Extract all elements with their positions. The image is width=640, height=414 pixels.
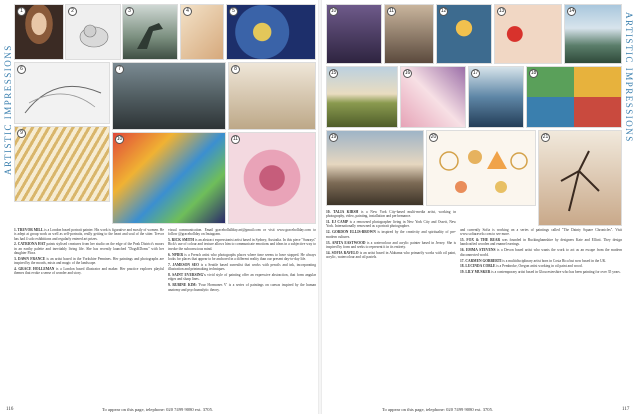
right-page — [322, 0, 638, 414]
image-number: 13 — [498, 8, 505, 14]
entry-body: is a Devon based artist who wants the work to act as an escape from the modern disconnected world. — [460, 248, 622, 257]
entry-body: paints stylised creatures from her studio on the edge of the Peak District's moors in an earthy palette and inevitably living life. She has recently launched "DogsKDoms" with her daughter Flora. — [14, 242, 164, 256]
entry-body: is a renowned photographer living in New York City and Ossett, New York. Internationally renowned as a portrait photographer. — [326, 220, 456, 229]
artwork-earrings — [426, 130, 536, 206]
artwork-vineyard-landscape — [326, 66, 398, 128]
entry-head: 4. GRACE HOLLEMAN — [14, 267, 55, 272]
entry-body: visual communication. Email gracehollallday.art@gmail.com or visit www.gracehollday.com to follow @gracehollday on Instagram. — [168, 228, 316, 237]
image-number: 14 — [568, 8, 575, 14]
artwork-dog-illustration — [65, 4, 121, 60]
page-number-right: 117 — [622, 407, 630, 412]
artwork-dancing-figures — [538, 130, 622, 226]
image-number: 11 — [388, 8, 395, 14]
image-number: 16 — [404, 70, 411, 76]
entry-body: is a New York City-based multi-media artist, working in photography, video, painting, installation and performance. — [326, 210, 456, 219]
section-title-left: ARTISTIC IMPRESSIONS — [3, 44, 13, 175]
entry-body: 'Four Hormones V' is a series of paintings on canvas inspired by the human anatomy and psychoanalytic theory. — [168, 283, 316, 292]
image-number: 3 — [125, 7, 134, 16]
hands-drawing — [15, 63, 110, 124]
entry-head: 5. RICK SMITH — [168, 238, 194, 243]
left-page — [2, 0, 318, 414]
image-number: 1 — [17, 7, 26, 16]
artwork-surreal-figure — [228, 62, 316, 130]
entry-body: is a multidisciplinary artist born in Costa Rica but now based in the UK. — [502, 258, 607, 263]
entry-body: and currently Sofia is working on a series of paintings called "The Dainty Square Chronicles". Visit www.sofiaravelo.com to see more. — [460, 228, 622, 237]
entry-head: 15. FOX & THE BEAR — [460, 238, 501, 243]
image-number: 18 — [530, 70, 537, 76]
footer-right: To appear on this page, telephone: 020 7499 9080 ext. 3705. — [382, 407, 494, 412]
entry-body: is a Pembroke, Oregon artist working in oil paint and wood. — [496, 264, 583, 269]
entry-body: is an artist based in Alabama who primarily works with oil paint, acrylic, watercolour and oil pastels. — [326, 250, 456, 260]
entry-head: 6. NPIER — [168, 252, 184, 257]
artwork-illustrated-faces — [180, 4, 224, 60]
text-column-3 — [326, 210, 456, 404]
entry-head: 17. CARMEN GOBBERTI — [460, 258, 502, 263]
image-number: 17 — [472, 70, 479, 76]
artwork-sea-painting — [468, 66, 524, 128]
artwork-portrait-photo — [384, 4, 434, 64]
text-column-2 — [168, 228, 316, 404]
entry-body: is a London based portrait painter. His work is figurative and mostly of women. He is adept at group work as well as self-portraits, really getting to the heart and soul of the sitter. Trevor has had 4 solo exhibitions and regularly entered art prizes. — [14, 228, 164, 241]
text-column-4 — [460, 228, 622, 404]
footer-left: To appear on this page, telephone: 020 7499 9080 ext. 3705. — [102, 407, 214, 412]
image-number: 9 — [17, 129, 26, 138]
entry-body: was founded in Buckinghamshire by designers Kate and Elliott. They design handcrafted wooden and enamel earrings. — [460, 238, 622, 247]
entry-head: 2. CATRIONA HAT — [14, 242, 46, 247]
image-number: 6 — [17, 65, 26, 74]
image-number: 21 — [542, 134, 549, 140]
artwork-bird-painting — [436, 4, 492, 64]
section-title-right: ARTISTIC IMPRESSIONS — [624, 12, 634, 143]
artwork-portrait-girl — [14, 4, 64, 60]
entry-body: is a London based illustrator and maker. Her practice explores playful themes that evoke a sense of wonder and story. — [14, 267, 164, 276]
entry-body: is a French artist who photographs places where time seems to have stopped. He always looks for places that appear to be anchored in a different reality than our present day-to-day life. — [168, 252, 316, 261]
image-number: 19 — [330, 134, 337, 140]
entry-body: vivid style of painting offer an expressive abstraction, that form angular edges and sharp lines. — [168, 273, 316, 282]
image-number: 4 — [183, 7, 192, 16]
page-number-left: 116 — [6, 407, 14, 412]
artwork-poppy-painting — [494, 4, 562, 64]
artwork-abstract-pink — [400, 66, 466, 128]
entry-head: 12. GORDON ELLIS-BROWN — [326, 230, 376, 235]
artwork-square-colour — [526, 66, 622, 128]
artwork-blue-abstract — [226, 4, 316, 60]
earrings-drawing — [427, 131, 536, 206]
entry-head: 14. SOFIA RAVELO — [326, 250, 359, 255]
text-column-1 — [14, 228, 164, 404]
entry-head: 10. TALIA KIRSH — [326, 210, 359, 214]
entry-head: 8. SAINT EVERSING's — [168, 273, 206, 278]
image-number: 10 — [330, 8, 337, 14]
image-number: 20 — [430, 134, 437, 140]
image-number: 5 — [229, 7, 238, 16]
entry-body: is a contemporary artist based in Gloucestershire who has been painting for over 35 years. — [491, 270, 621, 275]
entry-body: is an abstract expressionist artist based in Sydney, Australia. In this piece "Sunrays" Rick's use of colour and texture allows him to communicate emotions and ideas in a subjective way to invoke the subconscious mind. — [168, 238, 316, 251]
entry-body: is a watercolour and acrylic painter based in Jersey. She is inspired by form and seeks to represent it in its entirety. — [326, 240, 456, 249]
entry-head: 7. JAMESON SEO — [168, 262, 199, 267]
entry-body: is a Seattle based surrealist that works with pencils and ink, incorporating illustration and printmaking techniques. — [168, 262, 316, 272]
image-number: 10 — [116, 136, 123, 142]
entry-head: 19. LILY MUSKER — [460, 270, 491, 275]
entry-head: 1. TREVOR MILL — [14, 228, 44, 232]
image-number: 15 — [330, 70, 337, 76]
entry-head: 13. ANITA EASTWOOD — [326, 240, 366, 245]
artwork-gold-lines — [14, 126, 110, 202]
entry-head: 9. RUBINE KIM: — [168, 283, 197, 288]
image-number: 8 — [231, 65, 240, 74]
image-number: 12 — [440, 8, 447, 14]
entry-head: 3. DAWN FRANCE — [14, 256, 46, 261]
entry-body: is an artist based in the Yorkshire Pennines. Her paintings and photographs are inspired by the moods, mists and magic of the landscape. — [14, 256, 164, 266]
dancer-drawing — [539, 131, 622, 226]
artwork-anatomy-painting — [228, 132, 316, 224]
artwork-colour-abstract — [112, 132, 226, 224]
entry-body: is inspired by the creativity and spirituality of pre-modern cultures. — [326, 230, 456, 239]
entry-head: 11. EJ CAMP — [326, 220, 349, 225]
image-number: 7 — [115, 65, 124, 74]
artwork-mountain-painting — [326, 130, 424, 206]
artwork-heron-landscape — [122, 4, 178, 60]
entry-head: 16. EMMA STEVENS — [460, 248, 496, 253]
artwork-abandoned-building — [112, 62, 226, 130]
artwork-mountain-lake — [564, 4, 622, 64]
image-number: 2 — [68, 7, 77, 16]
artwork-pencil-hands — [14, 62, 110, 124]
image-number: 11 — [232, 136, 239, 142]
artwork-figure-painting — [326, 4, 382, 64]
entry-head: 18. LUCINDA COBLE — [460, 264, 496, 269]
